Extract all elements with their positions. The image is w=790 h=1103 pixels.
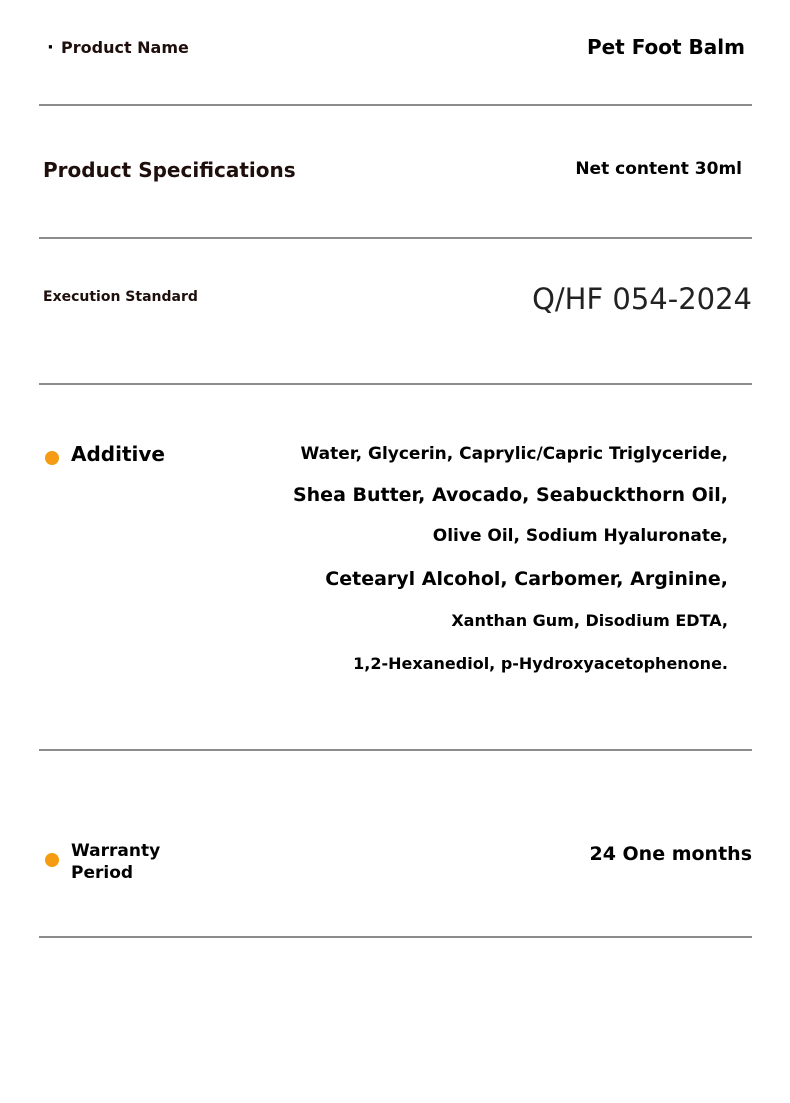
execution-standard-label: Execution Standard (43, 289, 198, 305)
divider-4 (39, 749, 752, 751)
execution-standard-value: Q/HF 054-2024 (532, 282, 752, 316)
warranty-bullet-icon (45, 853, 59, 867)
additive-label: Additive (71, 442, 165, 466)
specifications-value: Net content 30ml (575, 159, 742, 179)
specifications-label: Product Specifications (43, 158, 296, 182)
warranty-label-line-2: Period (71, 863, 134, 883)
product-name-value: Pet Foot Balm (586, 35, 745, 59)
additive-line-6: 1,2-Hexanediol, p-Hydroxyacetophenone. (353, 654, 728, 673)
additive-line-1: Water, Glycerin, Caprylic/Capric Triglyceride, (300, 444, 728, 464)
divider-2 (39, 237, 752, 239)
warranty-value: 24 One months (589, 843, 752, 865)
additive-line-4: Cetearyl Alcohol, Carbomer, Arginine, (325, 568, 728, 590)
product-name-label: Product Name (61, 38, 189, 57)
divider-5 (39, 936, 752, 938)
warranty-label-line-1: Warranty (71, 841, 161, 861)
additive-bullet-icon (45, 451, 59, 465)
additive-line-5: Xanthan Gum, Disodium EDTA, (451, 611, 728, 630)
additive-line-3: Olive Oil, Sodium Hyaluronate, (432, 526, 728, 546)
divider-1 (39, 104, 752, 106)
product-name-bullet: · (47, 37, 54, 58)
additive-line-2: Shea Butter, Avocado, Seabuckthorn Oil, (292, 484, 728, 506)
divider-3 (39, 383, 752, 385)
